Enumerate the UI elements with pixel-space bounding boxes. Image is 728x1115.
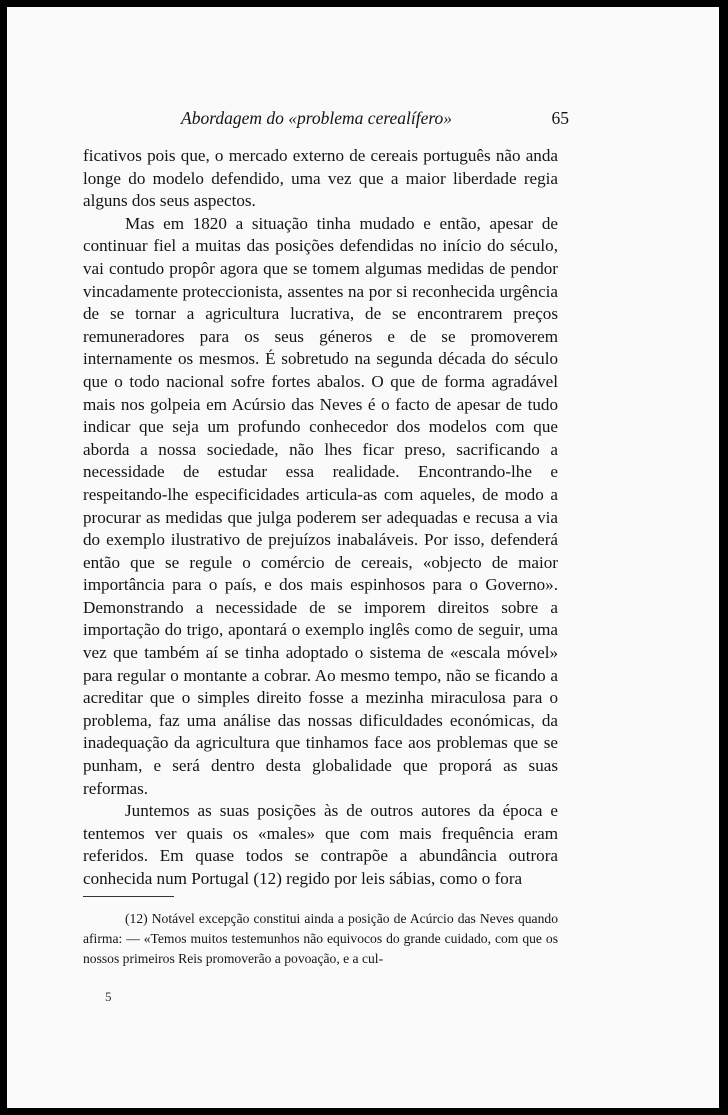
paragraph: Juntemos as suas posições às de outros autores da época e tentemos ver quais os «males» que com mais frequência eram referidos. Em quase todos se contrapõe a abundância outrora conhecida num Portugal (12) regido por leis sábias, como o fora [83,801,558,888]
footnote-text: (12) Notável excepção constitui ainda a posição de Acúrcio das Neves quando afirma: — «Temos muitos testemunhos não equivocos do grande cuidado, com que os nossos primeiros Reis promoverão a povoação, e a cul- [83,911,558,966]
running-title: Abordagem do «problema cerealífero» [181,108,453,128]
footnote-divider [83,896,174,897]
signature-mark: 5 [105,989,112,1004]
paragraph-continuation: ficativos pois que, o mercado externo de cereais português não anda longe do modelo defendido, uma vez que a maior liberdade regia alguns dos seus aspectos. [83,146,558,211]
page-header [181,108,569,130]
body-text [83,145,558,891]
book-page [7,7,719,1108]
footnote [83,909,558,969]
page-number: 65 [551,108,569,128]
paragraph: Mas em 1820 a situação tinha mudado e então, apesar de continuar fiel a muitas das posições defendidas no início do século, vai contudo propôr agora que se tomem algumas medidas de pendor vincadamente proteccionista, assentes na por si reconhecida urgência de se tornar a agricultura lucrativa, de se encontrarem preços remuneradores para os seus géneros e de se promoverem internamente os mesmos. É sobretudo na segunda década do século que o todo nacional sofre fortes abalos. O que de forma agradável mais nos golpeia em Acúrsio das Neves é o facto de apesar de tudo indicar que seja um profundo conhecedor dos modelos com que aborda a nossa sociedade, não lhes ficar preso, sacrificando a necessidade de estudar essa realidade. Encontrando-lhe e respeitando-lhe especificidades articula-as com aqueles, de modo a procurar as medidas que julga poderem ser adequadas e recusa a via do exemplo ilustrativo de prejuízos inabaláveis. Por isso, defenderá então que se regule o comércio de cereais, «objecto de maior importância para o país, e dos mais espinhosos para o Governo». Demonstrando a necessidade de se imporem direitos sobre a importação do trigo, apontará o exemplo inglês como de seguir, uma vez que também aí se tinha adoptado o sistema de «escala móvel» para regular o montante a cobrar. Ao mesmo tempo, não se ficando a acreditar que o simples direito fosse a mezinha miraculosa para o problema, faz uma análise das nossas dificuldades económicas, da inadequação da agricultura que tinhamos face aos problemas que se punham, e será dentro desta globalidade que proporá as suas reformas. [83,213,558,798]
